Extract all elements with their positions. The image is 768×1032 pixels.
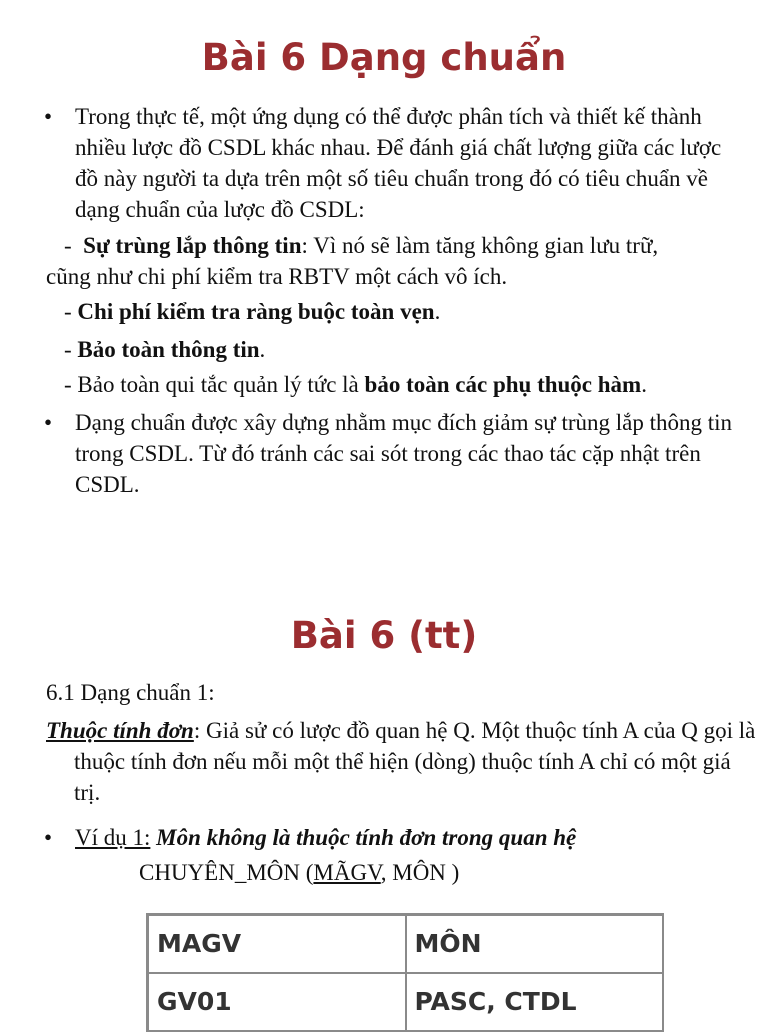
item-4-bold: bảo toàn các phụ thuộc hàm	[364, 372, 642, 397]
table-cell: GV01	[148, 973, 406, 1031]
table-header-row	[148, 915, 664, 973]
definition-text: : Giả sử có lược đồ quan hệ Q. Một thuộc tính A của Q gọi là thuộc tính đơn nếu mỗi một thể hiện (dòng) thuộc tính A chỉ có một giá trị.	[74, 718, 756, 805]
item-4-text: - Bảo toàn qui tắc quản lý tức là	[64, 372, 359, 397]
table-header-cell: MAGV	[148, 915, 406, 973]
example-label: Ví dụ 1:	[75, 825, 151, 850]
example-line	[75, 822, 745, 853]
dash: -	[64, 233, 72, 258]
section-heading: 6.1 Dạng chuẩn 1:	[46, 680, 215, 705]
definition-paragraph	[46, 715, 762, 808]
slide1-item-2	[64, 296, 440, 327]
schema-name: CHUYÊN_MÔN (	[139, 860, 314, 885]
definition-term: Thuộc tính đơn	[46, 718, 194, 743]
schema-line	[139, 857, 459, 888]
dash: -	[64, 299, 72, 324]
item-4-end: .	[641, 372, 647, 397]
table-cell: PASC, CTDL	[406, 973, 664, 1031]
slide1-title: Bài 6 Dạng chuẩn	[201, 36, 567, 79]
slide2-title: Bài 6 (tt)	[290, 614, 478, 657]
item-1-bold: Sự trùng lắp thông tin	[83, 233, 302, 258]
example-bullet	[44, 822, 744, 853]
bullet-dot-icon: •	[44, 410, 53, 435]
item-3-bold: Bảo toàn thông tin	[77, 337, 260, 362]
item-2-end: .	[434, 299, 441, 324]
slide1-item-4	[64, 369, 647, 400]
chuyen-mon-table	[146, 913, 664, 1032]
dash: -	[64, 337, 72, 362]
slide1-item-3	[64, 334, 265, 365]
example-text: Môn không là thuộc tính đơn trong quan hệ	[156, 825, 577, 850]
slide1-bullet-1	[44, 101, 744, 225]
table-header-cell: MÔN	[406, 915, 664, 973]
item-3-end: .	[259, 337, 266, 362]
schema-rest: , MÔN )	[380, 860, 460, 885]
bullet-dot-icon: •	[44, 825, 53, 850]
schema-key: MÃGV	[313, 860, 381, 885]
bullet-dot-icon: •	[44, 104, 53, 129]
bullet-text: Trong thực tế, một ứng dụng có thể được phân tích và thiết kế thành nhiều lược đồ CSDL khác nhau. Để đánh giá chất lượng giữa các lược đồ này người ta dựa trên một số tiêu chuẩn trong đó có tiêu chuẩn về dạng chuẩn của lược đồ CSDL:	[75, 104, 722, 222]
slide1-item-1-line1	[64, 230, 658, 261]
slide1-item-1-line2: cũng như chi phí kiểm tra RBTV một cách vô ích.	[46, 264, 508, 289]
item-2-bold: Chi phí kiểm tra ràng buộc toàn vẹn	[77, 299, 435, 324]
bullet-text: Dạng chuẩn được xây dựng nhằm mục đích giảm sự trùng lắp thông tin trong CSDL. Từ đó tránh các sai sót trong các thao tác cặp nhật trên CSDL.	[75, 410, 733, 497]
item-1-rest: : Vì nó sẽ làm tăng không gian lưu trữ,	[301, 233, 659, 258]
slide1-bullet-2	[44, 407, 744, 500]
table-row	[148, 973, 664, 1031]
